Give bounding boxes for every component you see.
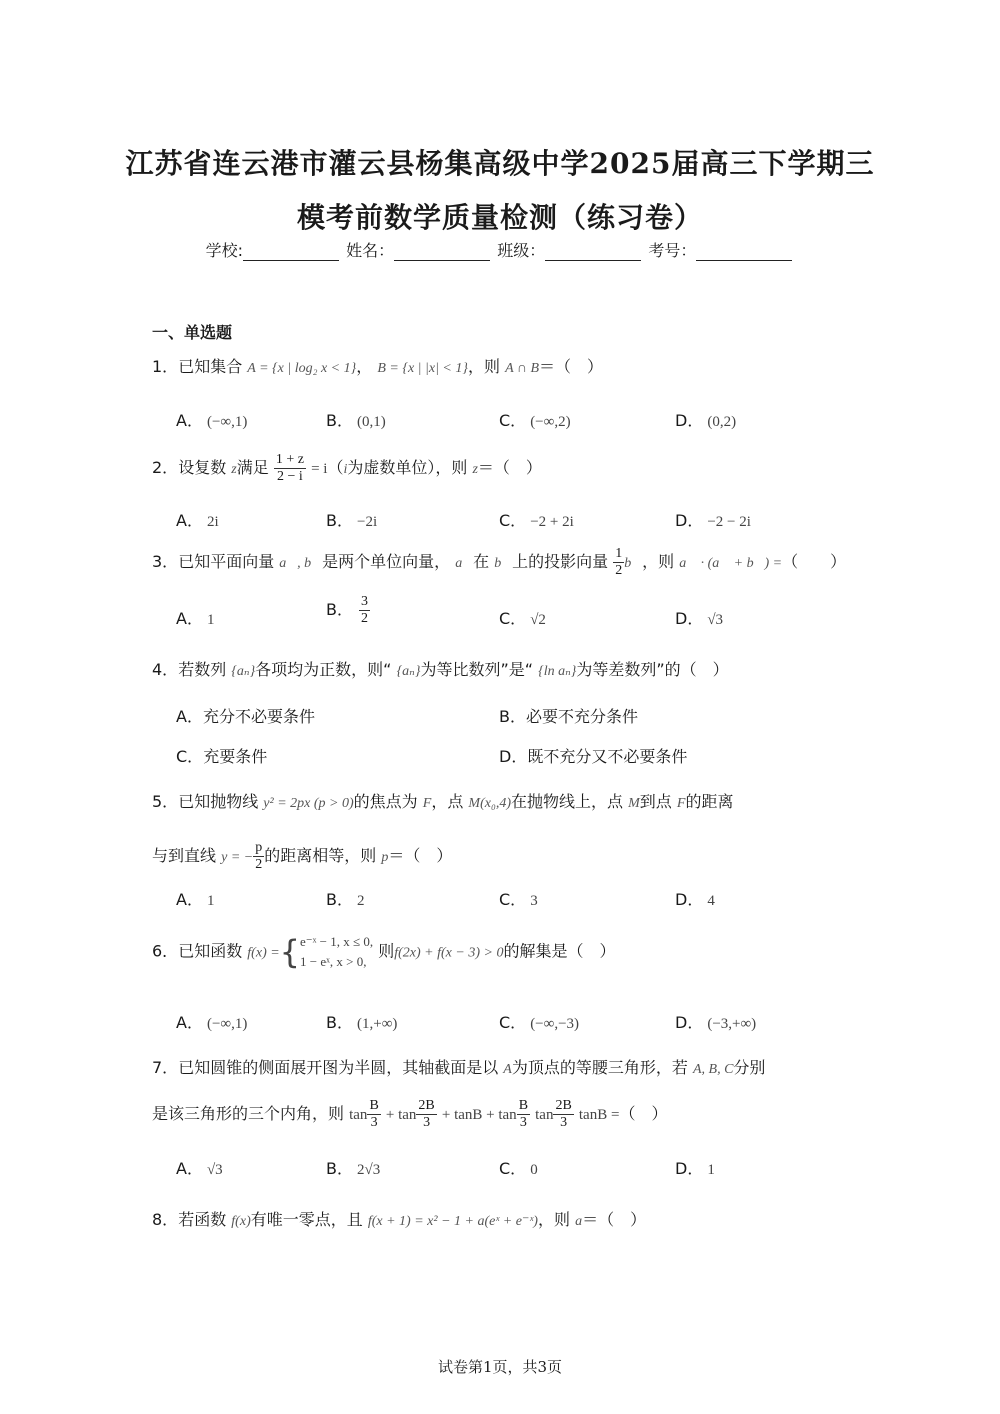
q2-fraction: $\frac{1 + z}{2 - i}$ [275, 452, 304, 484]
question-3: 3．已知平面向量 a⃗, b⃗是两个单位向量， a⃗在 b⃗上的投影向量 $\frac{1}{2}$ b⃗，则 a⃗ · (a⃗ + b⃗) =（ ） [152, 546, 847, 578]
question-5-line-2: 与到直线 y = − $\frac{p}{2}$ 的距离相等，则 p＝（ ） [152, 840, 453, 872]
question-4: 4．若数列 {aₙ}各项均为正数，则“ {aₙ}为等比数列”是“ {ln aₙ}为等差数列”的（ ） [152, 660, 729, 679]
q3-fraction: $\frac{1}{2}$ [615, 546, 623, 578]
q4-option-b[interactable]: B．必要不充分条件 [499, 707, 638, 726]
q4-option-c[interactable]: C．充要条件 [176, 747, 268, 766]
name-label: 姓名： [346, 241, 395, 260]
class-label: 班级： [497, 241, 546, 260]
q1-option-b[interactable]: B． (0,1) [326, 411, 386, 430]
school-label: 学校: [205, 241, 244, 260]
question-5: 5．已知抛物线 y² = 2px (p > 0)的焦点为 F，点 M(x₀,4)在抛物线上，点 M到点 F的距离 [152, 792, 734, 811]
question-7-line-2: 是该三角形的三个内角，则 tan $\frac{B}{3}$ + tan $\frac{2B}{3}$ + tanB + tan $\frac{B}{3}$ tan $\frac{2B}{3}$ tanB =（ ） [152, 1098, 668, 1130]
question-1: 1．已知集合 A = {x | log₂ x < 1}， B = {x | |x| < 1}，则 A ∩ B＝（ ） [152, 357, 604, 376]
q4-option-d[interactable]: D．既不充分又不必要条件 [499, 747, 688, 766]
question-7: 7．已知圆锥的侧面展开图为半圆，其轴截面是以 A为顶点的等腰三角形，若 A, B, C分别 [152, 1058, 766, 1077]
question-8: 8．若函数 f(x)有唯一零点，且 f(x + 1) = x² − 1 + a(eˣ + e⁻ˣ)，则 a＝（ ） [152, 1210, 647, 1229]
q7-option-c[interactable]: C． 0 [499, 1159, 538, 1178]
q6-option-d[interactable]: D． (−3,+∞) [675, 1013, 757, 1032]
name-blank[interactable] [394, 242, 490, 261]
q1-option-d[interactable]: D． (0,2) [675, 411, 737, 430]
school-blank[interactable] [243, 242, 339, 261]
q2-option-b[interactable]: B． −2i [326, 511, 378, 530]
q7-option-b[interactable]: B． 2√3 [326, 1159, 381, 1178]
exam-title-line-1: 江苏省连云港市灌云县杨集高级中学2025届高三下学期三 [125, 147, 875, 180]
q6-option-b[interactable]: B． (1,+∞) [326, 1013, 398, 1032]
q2-option-d[interactable]: D． −2 − 2i [675, 511, 751, 530]
q7-option-a[interactable]: A． √3 [176, 1159, 223, 1178]
q6-option-a[interactable]: A． (−∞,1) [176, 1013, 248, 1032]
q6-option-c[interactable]: C． (−∞,−3) [499, 1013, 580, 1032]
q5-option-d[interactable]: D． 4 [675, 890, 715, 909]
question-2: 2．设复数 z满足 $\frac{1 + z}{2 - i}$ = i（i为虚数单位），则 z＝（ ） [152, 452, 542, 484]
q5-option-a[interactable]: A． 1 [176, 890, 215, 909]
q5-option-b[interactable]: B． 2 [326, 890, 365, 909]
question-6: 6．已知函数 f(x) ={ e⁻ˣ − 1, x ≤ 0, 1 − eˣ, x > 0, 则f(2x) + f(x − 3) > 0的解集是（ ） [152, 933, 616, 971]
q1-option-c[interactable]: C． (−∞,2) [499, 411, 571, 430]
q2-option-c[interactable]: C． −2 + 2i [499, 511, 574, 530]
left-brace-icon: { [279, 933, 301, 971]
piecewise-cases: e⁻ˣ − 1, x ≤ 0, 1 − eˣ, x > 0, [300, 934, 374, 969]
section-title: 一、单选题 [152, 323, 233, 342]
q7-option-d[interactable]: D． 1 [675, 1159, 715, 1178]
q3-option-d[interactable]: D． √3 [675, 609, 724, 628]
class-blank[interactable] [545, 242, 641, 261]
exam-number-blank[interactable] [696, 242, 792, 261]
q4-option-a[interactable]: A．充分不必要条件 [176, 707, 315, 726]
q3-option-a[interactable]: A． 1 [176, 609, 215, 628]
q3-option-b[interactable]: B． $\frac{3}{2}$ [326, 594, 368, 626]
exam-title-line-2: 模考前数学质量检测（练习卷） [296, 201, 703, 234]
q1-option-a[interactable]: A． (−∞,1) [176, 411, 248, 430]
student-info-row [0, 238, 1000, 261]
page-footer: 试卷第1页，共3页 [437, 1358, 563, 1376]
q5-option-c[interactable]: C． 3 [499, 890, 538, 909]
exam-number-label: 考号： [648, 241, 697, 260]
q3-option-c[interactable]: C． √2 [499, 609, 546, 628]
q2-option-a[interactable]: A． 2i [176, 511, 219, 530]
